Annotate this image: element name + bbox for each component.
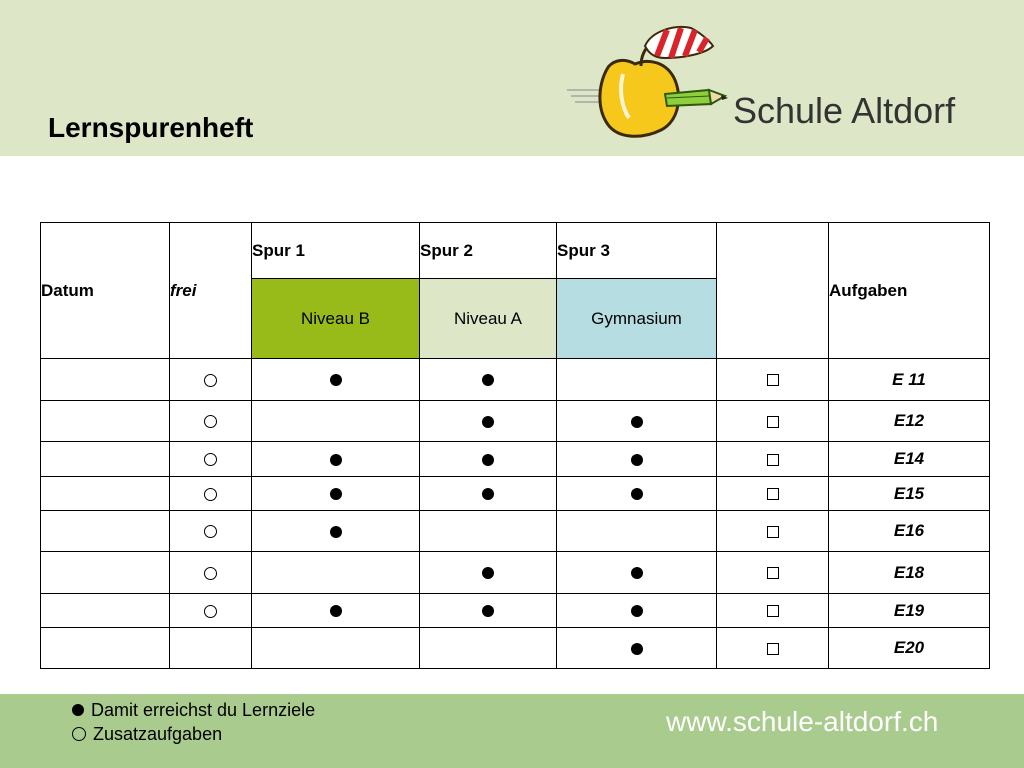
cell-spur-1 — [252, 442, 420, 477]
cell-task: E 11 — [829, 359, 990, 401]
cell-spur-3 — [557, 359, 717, 401]
filled-circle-icon — [72, 704, 84, 716]
table-row — [41, 552, 990, 594]
cell-check — [717, 477, 829, 511]
cell-frei — [170, 401, 252, 442]
checkbox-icon[interactable] — [767, 605, 779, 617]
cell-frei — [170, 359, 252, 401]
task-rows — [41, 359, 990, 669]
header-spur-2: Spur 2 — [420, 223, 557, 279]
filled-circle-icon — [482, 605, 494, 617]
filled-circle-icon — [482, 567, 494, 579]
level-niveau-a: Niveau A — [420, 279, 557, 359]
cell-datum — [41, 594, 170, 628]
level-niveau-b: Niveau B — [252, 279, 420, 359]
filled-circle-icon — [631, 605, 643, 617]
checkbox-icon[interactable] — [767, 416, 779, 428]
cell-frei — [170, 594, 252, 628]
hollow-circle-icon — [204, 525, 217, 538]
cell-spur-2 — [420, 477, 557, 511]
table-row — [41, 477, 990, 511]
filled-circle-icon — [631, 567, 643, 579]
checkbox-icon[interactable] — [767, 567, 779, 579]
cell-datum — [41, 628, 170, 669]
cell-spur-2 — [420, 359, 557, 401]
cell-spur-2 — [420, 552, 557, 594]
footer-url[interactable]: www.schule-altdorf.ch — [666, 706, 939, 737]
legend-item-filled — [72, 698, 315, 722]
table-row — [41, 511, 990, 552]
filled-circle-icon — [631, 643, 643, 655]
cell-spur-1 — [252, 511, 420, 552]
filled-circle-icon — [330, 605, 342, 617]
filled-circle-icon — [330, 488, 342, 500]
header-spur-3: Spur 3 — [557, 223, 717, 279]
cell-datum — [41, 401, 170, 442]
cell-spur-2 — [420, 442, 557, 477]
cell-spur-3 — [557, 552, 717, 594]
hollow-circle-icon — [204, 374, 217, 387]
filled-circle-icon — [330, 526, 342, 538]
cell-frei — [170, 511, 252, 552]
cell-datum — [41, 359, 170, 401]
cell-spur-3 — [557, 401, 717, 442]
filled-circle-icon — [482, 488, 494, 500]
level-gymnasium: Gymnasium — [557, 279, 717, 359]
cell-spur-2 — [420, 628, 557, 669]
cell-spur-2 — [420, 511, 557, 552]
legend-hollow-label: Zusatzaufgaben — [93, 724, 223, 744]
cell-check — [717, 594, 829, 628]
cell-spur-1 — [252, 401, 420, 442]
cell-task: E16 — [829, 511, 990, 552]
cell-frei — [170, 442, 252, 477]
table-row — [41, 628, 990, 669]
cell-spur-3 — [557, 511, 717, 552]
school-logo — [565, 18, 985, 148]
checkbox-icon[interactable] — [767, 488, 779, 500]
filled-circle-icon — [482, 374, 494, 386]
cell-check — [717, 511, 829, 552]
apple-pencil-logo-icon — [565, 18, 735, 148]
table-row — [41, 594, 990, 628]
cell-spur-1 — [252, 477, 420, 511]
table-row — [41, 442, 990, 477]
hollow-circle-icon — [72, 727, 86, 741]
cell-task: E14 — [829, 442, 990, 477]
cell-check — [717, 401, 829, 442]
header-datum: Datum — [41, 223, 170, 359]
hollow-circle-icon — [204, 567, 217, 580]
checkbox-icon[interactable] — [767, 643, 779, 655]
filled-circle-icon — [330, 374, 342, 386]
school-logo-text: Schule Altdorf — [733, 90, 956, 131]
cell-spur-3 — [557, 442, 717, 477]
checkbox-icon[interactable] — [767, 526, 779, 538]
hollow-circle-icon — [204, 605, 217, 618]
hollow-circle-icon — [204, 415, 217, 428]
cell-spur-3 — [557, 594, 717, 628]
cell-task: E20 — [829, 628, 990, 669]
header-aufgaben: Aufgaben — [829, 223, 990, 359]
cell-spur-1 — [252, 552, 420, 594]
filled-circle-icon — [631, 454, 643, 466]
filled-circle-icon — [482, 416, 494, 428]
cell-task: E15 — [829, 477, 990, 511]
cell-spur-1 — [252, 359, 420, 401]
legend — [72, 698, 315, 746]
header-blank — [717, 223, 829, 359]
cell-spur-1 — [252, 594, 420, 628]
cell-spur-3 — [557, 628, 717, 669]
hollow-circle-icon — [204, 453, 217, 466]
legend-item-hollow — [72, 722, 315, 746]
lernspuren-table — [40, 222, 990, 669]
filled-circle-icon — [330, 454, 342, 466]
cell-datum — [41, 442, 170, 477]
cell-frei — [170, 628, 252, 669]
filled-circle-icon — [631, 488, 643, 500]
checkbox-icon[interactable] — [767, 374, 779, 386]
header-frei: frei — [170, 223, 252, 359]
cell-check — [717, 552, 829, 594]
page-title: Lernspurenheft — [48, 112, 254, 143]
hollow-circle-icon — [204, 488, 217, 501]
table-row — [41, 359, 990, 401]
cell-frei — [170, 477, 252, 511]
cell-task: E18 — [829, 552, 990, 594]
cell-check — [717, 359, 829, 401]
legend-filled-label: Damit erreichst du Lernziele — [91, 700, 316, 720]
header-spur-1: Spur 1 — [252, 223, 420, 279]
cell-task: E12 — [829, 401, 990, 442]
cell-check — [717, 628, 829, 669]
cell-frei — [170, 552, 252, 594]
cell-task: E19 — [829, 594, 990, 628]
cell-datum — [41, 477, 170, 511]
cell-spur-1 — [252, 628, 420, 669]
filled-circle-icon — [482, 454, 494, 466]
cell-datum — [41, 511, 170, 552]
cell-check — [717, 442, 829, 477]
table-row — [41, 401, 990, 442]
cell-spur-2 — [420, 401, 557, 442]
cell-spur-3 — [557, 477, 717, 511]
filled-circle-icon — [631, 416, 643, 428]
cell-spur-2 — [420, 594, 557, 628]
cell-datum — [41, 552, 170, 594]
checkbox-icon[interactable] — [767, 454, 779, 466]
